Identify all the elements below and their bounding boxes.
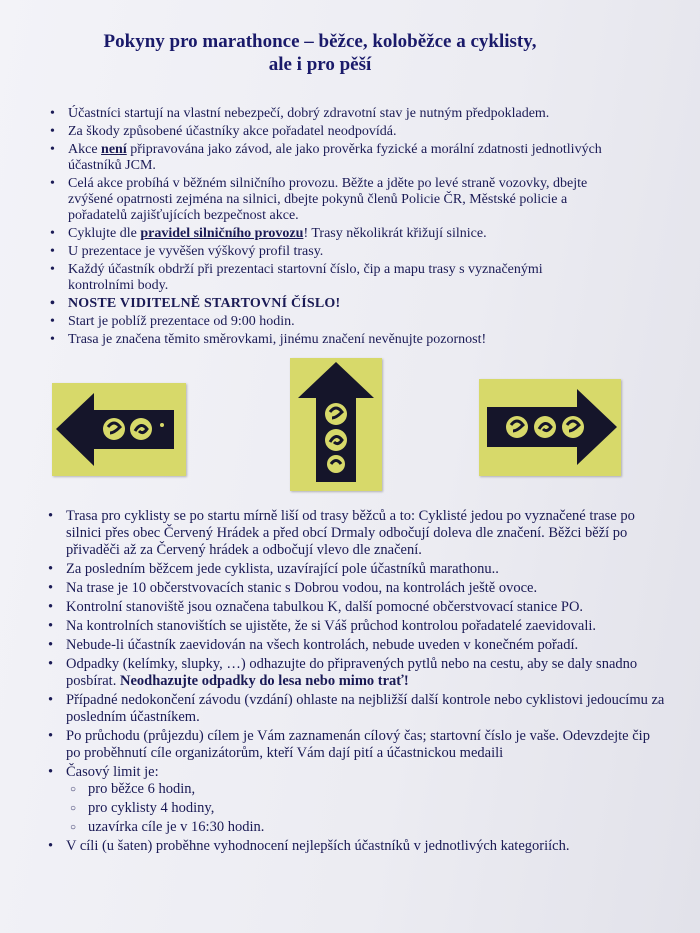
text-span: připravována jako závod, ale jako prověrka fyzické a morální zdatnosti jednotlivých účastníků JCM. [68, 142, 602, 173]
list-item: • Na kontrolních stanovištích se ujistěte, že si Váš průchod kontrolou pořadatelé zaevidovali. [46, 618, 666, 635]
left-arrow-sign [52, 383, 186, 476]
list-item: • Na trase je 10 občerstvovacích stanic s Dobrou vodou, na kontrolách ještě ovoce. [46, 580, 666, 597]
instructions-list-top [48, 106, 608, 350]
list-item: • Každý účastník obdrží při prezentaci startovní číslo, čip a mapu trasy s vyznačenými kontrolními body. [48, 262, 608, 294]
list-item: • Případné nedokončení závodu (vzdání) ohlaste na nejbližší další kontrole nebo cyklistovi jedoucímu za posledním účastníkem. [46, 692, 666, 726]
text-span: ! Trasy několikrát křižují silnice. [303, 226, 487, 241]
list-item: • Za posledním běžcem jede cyklista, uzavírající pole účastníků marathonu.. [46, 561, 666, 578]
right-arrow-sign [479, 379, 621, 476]
list-item: • Kontrolní stanoviště jsou označena tabulkou K, další pomocné občerstvovací stanice PO. [46, 599, 666, 616]
list-item: • Za škody způsobené účastníky akce pořadatel neodpovídá. [48, 124, 608, 140]
list-item: • U prezentace je vyvěšen výškový profil trasy. [48, 244, 608, 260]
text-span: Akce [68, 142, 102, 157]
instructions-list-bottom [46, 508, 666, 857]
right-arrow-icon [479, 379, 621, 476]
text-span: Cyklujte dle [68, 226, 141, 241]
title-line-2: ale i pro pěší [268, 54, 372, 75]
title-line-1: Pokyny pro marathonce – běžce, koloběžce a cyklisty, [103, 31, 537, 52]
list-item: • Trasa je značena těmito směrovkami, jinému značení nevěnujte pozornost! [48, 332, 608, 348]
sub-list-item: ○ pro cyklisty 4 hodiny, [66, 800, 666, 817]
sub-list-item: ○ uzavírka cíle je v 16:30 hodin. [66, 819, 666, 836]
time-limit-label: Časový limit je: [66, 764, 159, 780]
page-title [60, 30, 580, 76]
up-arrow-sign [290, 358, 382, 491]
list-item: • Celá akce probíhá v běžném silničního provozu. Běžte a jděte po levé straně vozovky, dbejte zvýšené opatrnosti zejména na silnici, dbejte pokynů členů Policie ČR, Městské policie a pořadatelů zajišťujících bezpečnost akce. [48, 176, 608, 224]
time-limit-sublist [66, 781, 666, 836]
list-item: • NOSTE VIDITELNĚ STARTOVNÍ ČÍSLO! [48, 296, 608, 312]
list-item: • Start je poblíž prezentace od 9:00 hodin. [48, 314, 608, 330]
list-item [48, 226, 608, 242]
list-item: • Účastníci startují na vlastní nebezpečí, dobrý zdravotní stav je nutným předpokladem. [48, 106, 608, 122]
list-item [48, 142, 608, 174]
emphasis-text: není [101, 142, 127, 157]
list-item: • Nebude-li účastník zaevidován na všech kontrolách, nebude uveden v konečném pořadí. [46, 637, 666, 654]
list-item: • Trasa pro cyklisty se po startu mírně liší od trasy běžců a to: Cyklisté jedou po vyznačené trase po silnici přes obec Červený Hrádek a před obcí Drmaly odbočují doleva dle značení. Běžci běží po přivaděči až za Červený hrádek a odbočují vlevo dle značení. [46, 508, 666, 559]
emphasis-text: Neodhazujte odpadky do lesa nebo mimo trať! [119, 673, 409, 689]
traffic-rules-link: pravidel silničního provozu [140, 226, 304, 241]
text-span: Odpadky (kelímky, slupky, …) odhazujte do připravených pytlů nebo na cestu, aby se daly snadno posbírat. [66, 656, 638, 689]
sub-list-item: ○ pro běžce 6 hodin, [66, 781, 666, 798]
list-item: • Po průchodu (průjezdu) cílem je Vám zaznamenán cílový čas; startovní číslo je vaše. Odevzdejte čip po proběhnutí cíle organizátorům, kteří Vám dají pití a účastnickou medaili [46, 728, 666, 762]
list-item [46, 656, 666, 690]
list-item [46, 764, 666, 836]
up-arrow-icon [290, 358, 382, 491]
list-item: • V cíli (u šaten) proběhne vyhodnocení nejlepších účastníků v jednotlivých kategoriích. [46, 838, 666, 855]
left-arrow-icon [52, 383, 186, 476]
